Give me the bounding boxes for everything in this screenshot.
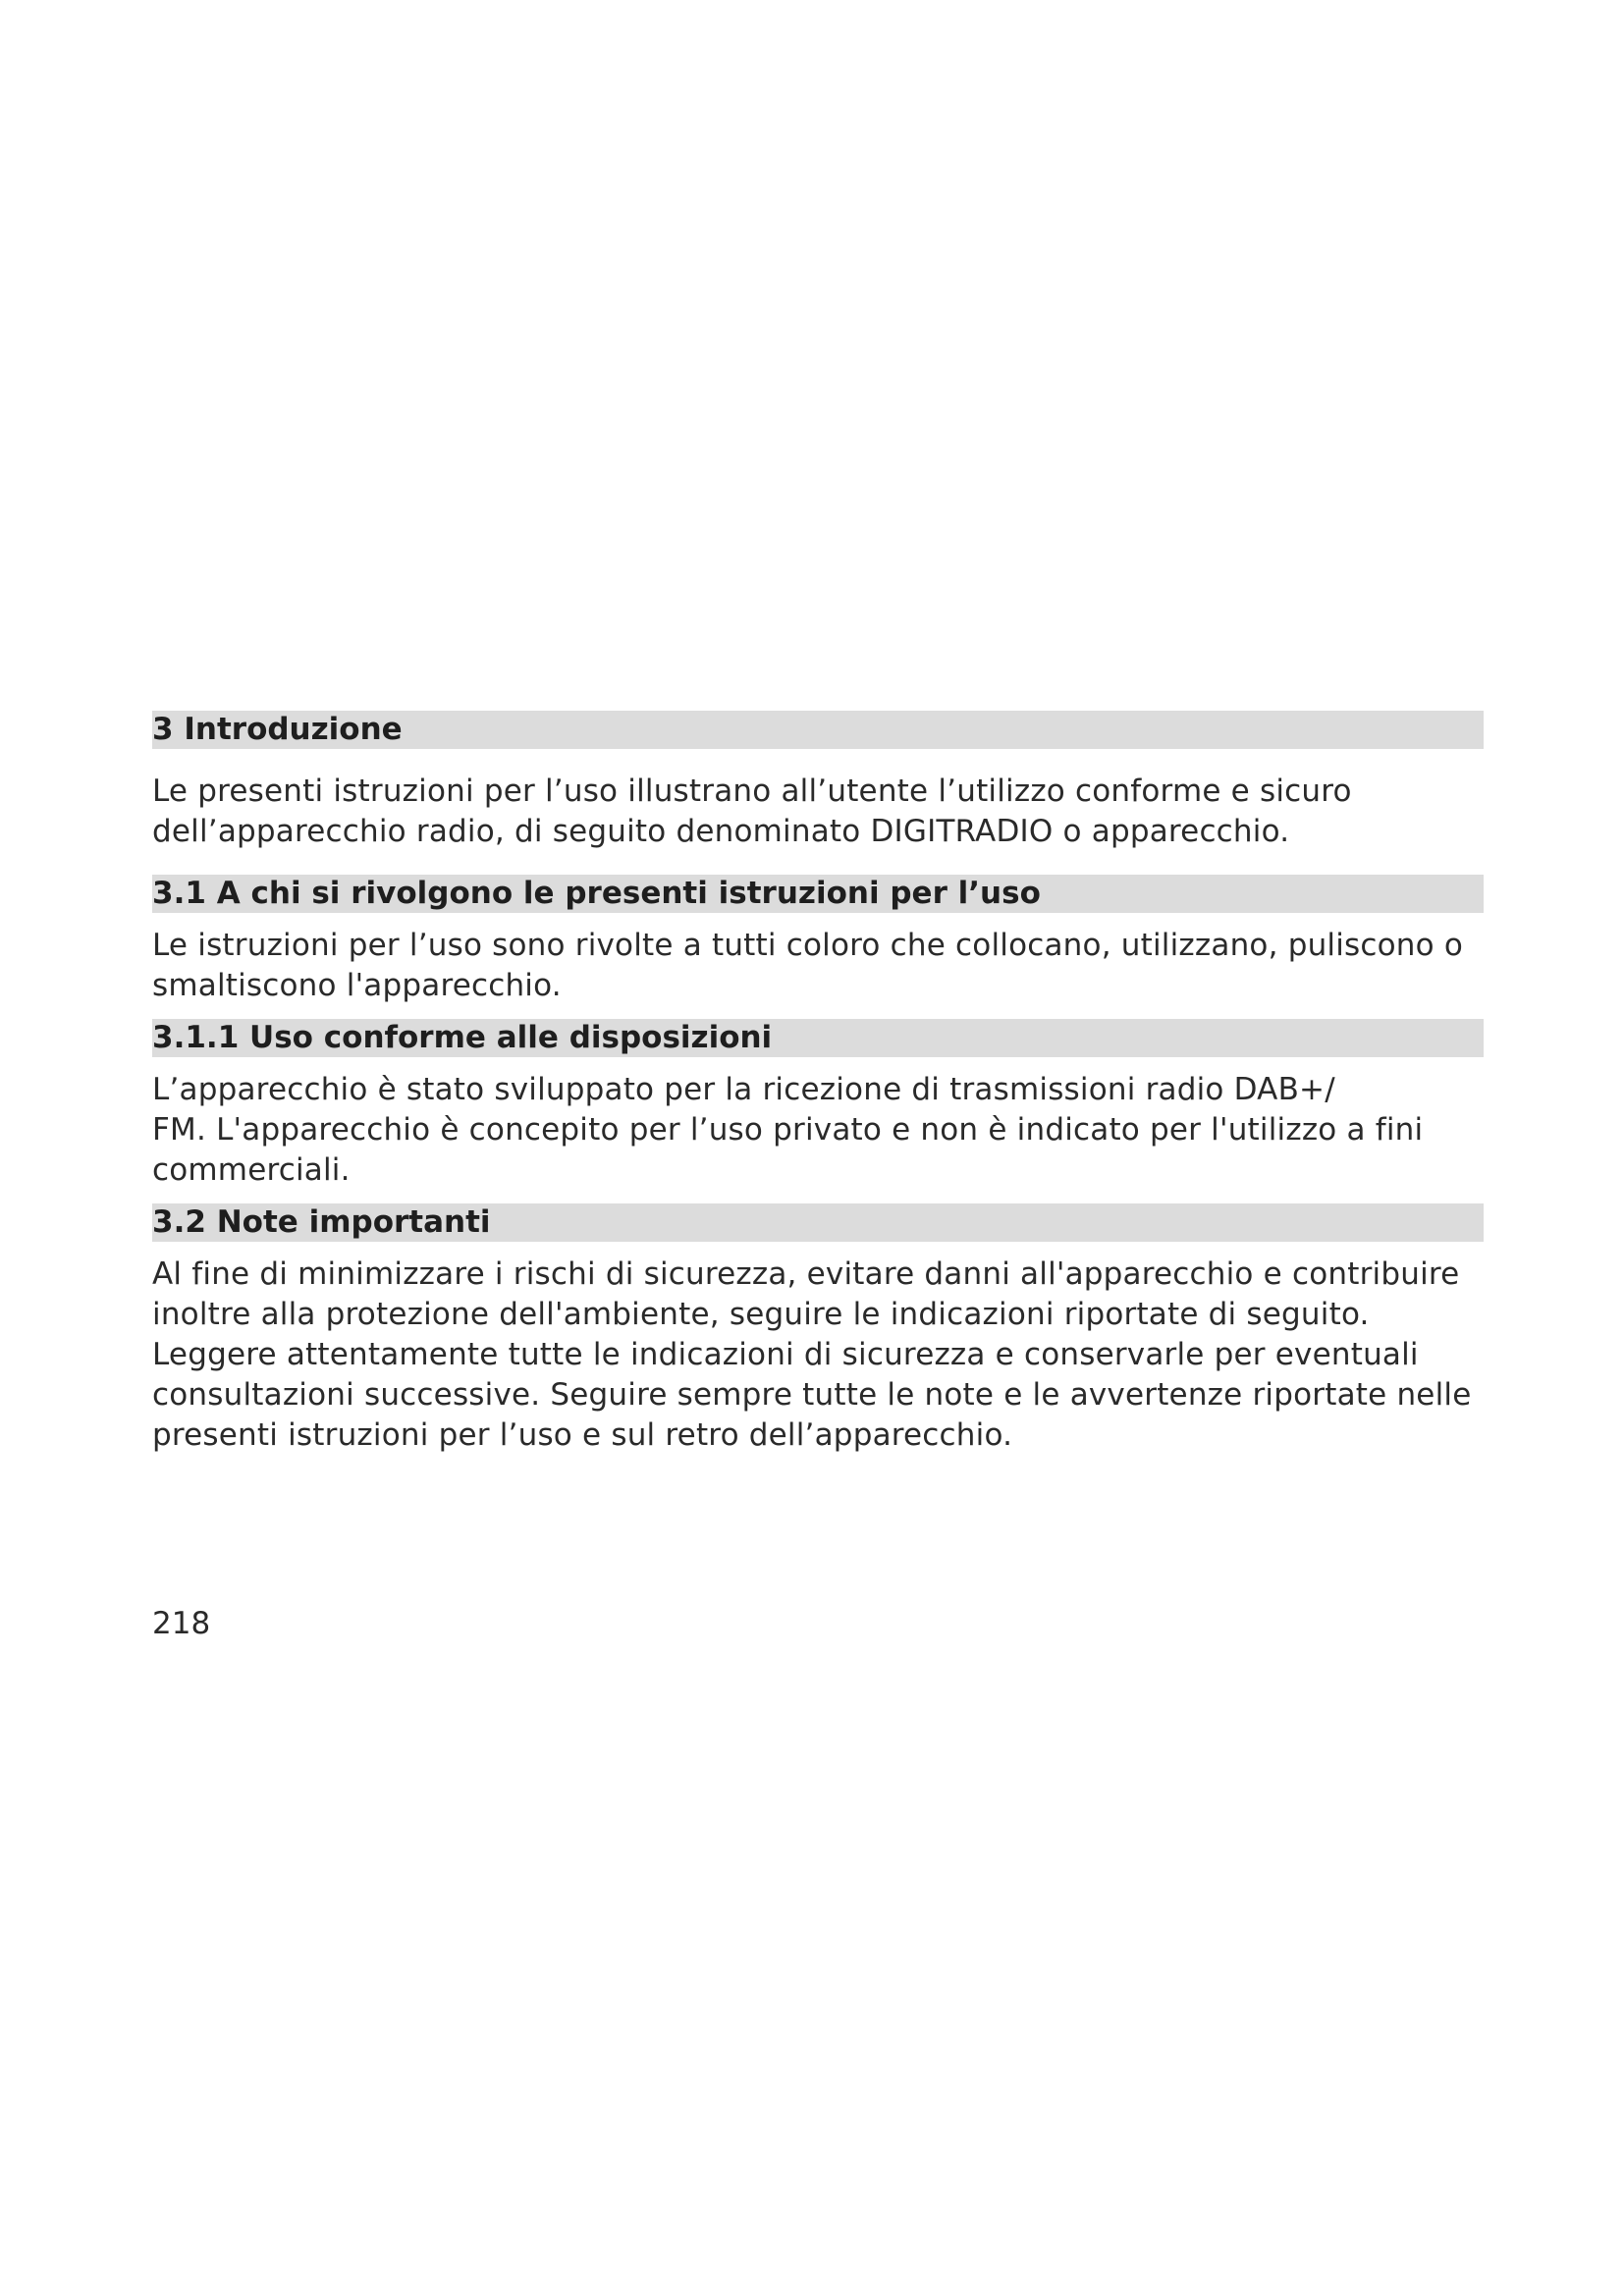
text-line: Leggere attentamente tutte le indicazioni di sicurezza e conservarle per eventuali <box>152 1337 1419 1372</box>
document-body <box>152 711 1484 1456</box>
paragraph-note-importanti <box>152 1255 1484 1456</box>
section-heading-introduzione: 3 Introduzione <box>152 711 1484 749</box>
text-line: consultazioni successive. Seguire sempre tutte le note e le avvertenze riportate nelle <box>152 1377 1472 1413</box>
paragraph-destinatari <box>152 926 1484 1006</box>
text-line: inoltre alla protezione dell'ambiente, seguire le indicazioni riportate di seguito. <box>152 1297 1370 1332</box>
section-heading-destinatari: 3.1 A chi si rivolgono le presenti istruzioni per l’uso <box>152 875 1484 913</box>
paragraph-uso-conforme <box>152 1070 1484 1191</box>
text-line: commerciali. <box>152 1152 351 1188</box>
text-line: Le presenti istruzioni per l’uso illustrano all’utente l’utilizzo conforme e sicuro <box>152 774 1352 809</box>
text-line: Le istruzioni per l’uso sono rivolte a tutti coloro che collocano, utilizzano, puliscono o <box>152 928 1464 963</box>
text-line: dell’apparecchio radio, di seguito denominato DIGITRADIO o apparecchio. <box>152 814 1290 849</box>
paragraph-introduzione <box>152 772 1484 852</box>
text-line: FM. L'apparecchio è concepito per l’uso privato e non è indicato per l'utilizzo a fini <box>152 1112 1424 1148</box>
section-heading-note-importanti: 3.2 Note importanti <box>152 1203 1484 1242</box>
text-line: Al fine di minimizzare i rischi di sicurezza, evitare danni all'apparecchio e contribuire <box>152 1256 1460 1292</box>
text-line: smaltiscono l'apparecchio. <box>152 968 562 1003</box>
page-number: 218 <box>152 1606 211 1641</box>
section-heading-uso-conforme: 3.1.1 Uso conforme alle disposizioni <box>152 1019 1484 1057</box>
text-line: presenti istruzioni per l’uso e sul retro dell’apparecchio. <box>152 1417 1013 1453</box>
text-line: L’apparecchio è stato sviluppato per la ricezione di trasmissioni radio DAB+/ <box>152 1072 1335 1107</box>
